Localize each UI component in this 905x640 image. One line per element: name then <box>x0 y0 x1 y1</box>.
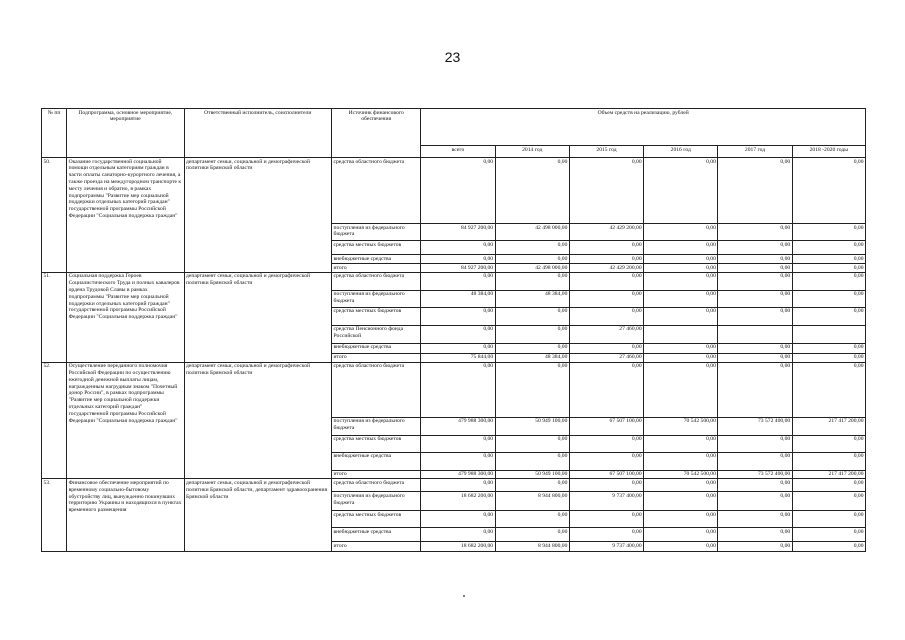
amount-cell: 73 572 400,00 <box>718 470 792 479</box>
amount-cell: 0,00 <box>495 241 569 255</box>
amount-cell: 0,00 <box>644 307 718 325</box>
amount-cell: 48 384,00 <box>495 290 569 307</box>
amount-cell: 0,00 <box>644 264 718 273</box>
financing-table <box>41 108 866 552</box>
amount-cell: 0,00 <box>718 362 792 417</box>
header-year-total: всего <box>421 146 495 158</box>
row-number: 53. <box>42 479 67 552</box>
amount-cell: 27 460,00 <box>569 353 643 362</box>
header-year-2018-2020: 2018 -2020 годы <box>792 146 865 158</box>
funding-source: средства областного бюджета <box>332 479 421 492</box>
amount-cell: 0,00 <box>644 158 718 224</box>
amount-cell <box>644 325 718 343</box>
amount-cell: 0,00 <box>495 272 569 290</box>
amount-cell: 0,00 <box>421 511 495 528</box>
amount-cell: 0,00 <box>718 307 792 325</box>
amount-cell: 479 988 300,00 <box>421 470 495 479</box>
amount-cell: 0,00 <box>792 343 865 353</box>
amount-cell: 0,00 <box>792 542 865 552</box>
funding-source: поступления из федерального бюджета <box>332 417 421 435</box>
amount-cell: 0,00 <box>792 272 865 290</box>
amount-cell: 0,00 <box>718 343 792 353</box>
measure-description: Финансовое обеспечение мероприятий по временному социально-бытовому обустройству лиц, вынужденно покинувших территорию Украины и находящихся в пунктах временного размещения <box>67 479 184 552</box>
responsible-executor: департамент семьи, социальной и демографической политики Брянской области <box>184 158 332 273</box>
funding-source: поступления из федерального бюджета <box>332 224 421 241</box>
amount-cell: 0,00 <box>644 511 718 528</box>
amount-cell: 42 498 000,00 <box>495 224 569 241</box>
amount-cell: 0,00 <box>495 255 569 264</box>
amount-cell: 0,00 <box>792 452 865 470</box>
funding-source: средства местных бюджетов <box>332 241 421 255</box>
amount-cell: 42 429 200,00 <box>569 224 643 241</box>
amount-cell: 18 682 200,00 <box>421 542 495 552</box>
amount-cell: 0,00 <box>421 362 495 417</box>
amount-cell: 0,00 <box>569 452 643 470</box>
amount-cell: 67 507 100,00 <box>569 470 643 479</box>
header-year-2014: 2014 год <box>495 146 569 158</box>
amount-cell: 0,00 <box>718 255 792 264</box>
amount-cell: 0,00 <box>644 435 718 452</box>
amount-cell: 0,00 <box>569 479 643 492</box>
amount-cell: 0,00 <box>644 452 718 470</box>
amount-cell: 50 949 100,00 <box>495 470 569 479</box>
total-label: итого <box>332 470 421 479</box>
amount-cell: 27 460,00 <box>569 325 643 343</box>
amount-cell: 0,00 <box>495 362 569 417</box>
amount-cell: 0,00 <box>569 362 643 417</box>
header-no: № пп <box>42 109 67 158</box>
header-year-2016: 2016 год <box>644 146 718 158</box>
amount-cell: 0,00 <box>421 435 495 452</box>
amount-cell: 0,00 <box>792 528 865 542</box>
table-body <box>42 158 866 552</box>
amount-cell: 0,00 <box>718 528 792 542</box>
amount-cell: 0,00 <box>495 307 569 325</box>
amount-cell: 0,00 <box>644 255 718 264</box>
measure-description: Социальная поддержка Героев Социалистического Труда и полных кавалеров ордена Трудовой Славы в рамках подпрограммы "Развитие мер социальной поддержки отдельных категорий граждан" государственной программы Российской Федерации "Социальная поддержка граждан" <box>67 272 184 362</box>
amount-cell: 0,00 <box>792 158 865 224</box>
table-row <box>42 272 866 290</box>
amount-cell: 217 417 200,00 <box>792 470 865 479</box>
amount-cell: 0,00 <box>569 435 643 452</box>
funding-source: поступления из федерального бюджета <box>332 290 421 307</box>
amount-cell: 0,00 <box>792 290 865 307</box>
amount-cell: 73 572 400,00 <box>718 417 792 435</box>
funding-source: внебюджетные средства <box>332 528 421 542</box>
amount-cell: 0,00 <box>569 255 643 264</box>
funding-source: внебюджетные средства <box>332 452 421 470</box>
amount-cell: 0,00 <box>718 435 792 452</box>
amount-cell: 0,00 <box>792 255 865 264</box>
funding-source: средства областного бюджета <box>332 272 421 290</box>
amount-cell: 0,00 <box>421 255 495 264</box>
amount-cell: 0,00 <box>718 353 792 362</box>
amount-cell: 50 949 100,00 <box>495 417 569 435</box>
row-number: 50. <box>42 158 67 273</box>
amount-cell: 0,00 <box>495 343 569 353</box>
amount-cell: 0,00 <box>644 343 718 353</box>
amount-cell: 84 927 200,00 <box>421 224 495 241</box>
amount-cell: 0,00 <box>569 307 643 325</box>
funding-source: средства областного бюджета <box>332 362 421 417</box>
amount-cell: 0,00 <box>569 511 643 528</box>
amount-cell: 84 927 200,00 <box>421 264 495 273</box>
amount-cell: 0,00 <box>421 241 495 255</box>
funding-source: средства местных бюджетов <box>332 307 421 325</box>
header-year-2017: 2017 год <box>718 146 792 158</box>
amount-cell: 8 944 800,00 <box>495 492 569 511</box>
amount-cell: 0,00 <box>569 272 643 290</box>
funding-source: средства Пенсионного фонда Российской <box>332 325 421 343</box>
amount-cell: 0,00 <box>644 542 718 552</box>
amount-cell: 0,00 <box>792 264 865 273</box>
amount-cell: 0,00 <box>718 479 792 492</box>
amount-cell: 0,00 <box>421 307 495 325</box>
amount-cell: 0,00 <box>718 542 792 552</box>
amount-cell: 0,00 <box>718 511 792 528</box>
amount-cell: 0,00 <box>421 325 495 343</box>
amount-cell: 0,00 <box>718 158 792 224</box>
amount-cell: 0,00 <box>718 224 792 241</box>
amount-cell: 0,00 <box>495 452 569 470</box>
amount-cell: 0,00 <box>718 492 792 511</box>
responsible-executor: департамент семьи, социальной и демографической политики Брянской области, департамент здравоохранения Брянской области <box>184 479 332 552</box>
amount-cell: 0,00 <box>569 290 643 307</box>
row-number: 51. <box>42 272 67 362</box>
amount-cell: 48 384,00 <box>495 353 569 362</box>
amount-cell: 0,00 <box>495 158 569 224</box>
amount-cell: 0,00 <box>644 290 718 307</box>
total-label: итого <box>332 542 421 552</box>
amount-cell: 0,00 <box>569 158 643 224</box>
amount-cell: 70 542 500,00 <box>644 417 718 435</box>
amount-cell: 0,00 <box>495 325 569 343</box>
table-row <box>42 479 866 492</box>
total-label: итого <box>332 353 421 362</box>
amount-cell: 0,00 <box>792 353 865 362</box>
table-row <box>42 158 866 224</box>
amount-cell: 0,00 <box>792 479 865 492</box>
amount-cell: 48 384,00 <box>421 290 495 307</box>
page-number: 23 <box>444 49 461 65</box>
amount-cell <box>792 325 865 343</box>
amount-cell: 0,00 <box>644 528 718 542</box>
amount-cell: 0,00 <box>421 452 495 470</box>
amount-cell <box>718 325 792 343</box>
amount-cell: 0,00 <box>495 511 569 528</box>
amount-cell: 0,00 <box>644 224 718 241</box>
amount-cell: 217 417 200,00 <box>792 417 865 435</box>
amount-cell: 0,00 <box>421 479 495 492</box>
amount-cell: 0,00 <box>792 307 865 325</box>
amount-cell: 0,00 <box>569 528 643 542</box>
funding-source: поступления из федерального бюджета <box>332 492 421 511</box>
scan-speck <box>463 595 465 597</box>
amount-cell: 0,00 <box>644 241 718 255</box>
amount-cell: 0,00 <box>718 241 792 255</box>
amount-cell: 0,00 <box>718 452 792 470</box>
header-executor: Ответственный исполнитель, соисполнители <box>184 109 332 158</box>
measure-description: Оказание государственной социальной помощи отдельным категориям граждан в части оплаты санаторно-курортного лечения, а также проезда на междугородном транспорте к месту лечения и обратно, в рамках подпрограммы "Развитие мер социальной поддержки отдельных категорий граждан" государственной программы Российской Федерации "Социальная поддержка граждан" <box>67 158 184 273</box>
amount-cell: 0,00 <box>569 241 643 255</box>
funding-source: средства местных бюджетов <box>332 511 421 528</box>
header-subprogram: Подпрограмма, основное мероприятие, мероприятие <box>67 109 184 158</box>
amount-cell: 0,00 <box>792 224 865 241</box>
amount-cell: 0,00 <box>792 435 865 452</box>
amount-cell: 0,00 <box>792 362 865 417</box>
amount-cell: 0,00 <box>718 290 792 307</box>
table-row <box>42 362 866 417</box>
funding-source: средства местных бюджетов <box>332 435 421 452</box>
amount-cell: 70 542 500,00 <box>644 470 718 479</box>
amount-cell: 0,00 <box>644 492 718 511</box>
amount-cell: 0,00 <box>495 435 569 452</box>
amount-cell: 0,00 <box>644 353 718 362</box>
amount-cell: 0,00 <box>718 264 792 273</box>
responsible-executor: департамент семьи, социальной и демографической политики Брянской области <box>184 272 332 362</box>
amount-cell: 0,00 <box>421 343 495 353</box>
funding-source: внебюджетные средства <box>332 343 421 353</box>
row-number: 52. <box>42 362 67 479</box>
amount-cell: 8 944 800,00 <box>495 542 569 552</box>
amount-cell: 18 682 200,00 <box>421 492 495 511</box>
amount-cell: 0,00 <box>495 479 569 492</box>
measure-description: Осуществление переданного полномочия Российской Федерации по осуществлению ежегодной денежной выплаты лицам, награжденным нагрудным знаком "Почетный донор России", в рамках подпрограммы "Развитие мер социальной поддержки отдельных категорий граждан" государственной программы Российской Федерации "Социальная поддержка граждан" <box>67 362 184 479</box>
amount-cell: 0,00 <box>644 479 718 492</box>
amount-cell: 0,00 <box>718 272 792 290</box>
amount-cell: 479 988 300,00 <box>421 417 495 435</box>
header-year-2015: 2015 год <box>569 146 643 158</box>
amount-cell: 0,00 <box>495 528 569 542</box>
header-source: Источник финансового обеспечения <box>332 109 421 158</box>
amount-cell: 42 429 200,00 <box>569 264 643 273</box>
amount-cell: 9 737 400,00 <box>569 542 643 552</box>
amount-cell: 0,00 <box>569 343 643 353</box>
amount-cell: 0,00 <box>421 158 495 224</box>
funding-source: средства областного бюджета <box>332 158 421 224</box>
amount-cell: 0,00 <box>644 272 718 290</box>
amount-cell: 42 498 000,00 <box>495 264 569 273</box>
amount-cell: 0,00 <box>792 511 865 528</box>
amount-cell: 75 844,00 <box>421 353 495 362</box>
amount-cell: 0,00 <box>792 492 865 511</box>
amount-cell: 9 737 400,00 <box>569 492 643 511</box>
total-label: итого <box>332 264 421 273</box>
responsible-executor: департамент семьи, социальной и демографической политики Брянской области <box>184 362 332 479</box>
header-volume: Объем средств на реализацию, рублей <box>421 109 866 146</box>
funding-source: внебюджетные средства <box>332 255 421 264</box>
amount-cell: 0,00 <box>421 528 495 542</box>
amount-cell: 67 507 100,00 <box>569 417 643 435</box>
amount-cell: 0,00 <box>644 362 718 417</box>
amount-cell: 0,00 <box>421 272 495 290</box>
amount-cell: 0,00 <box>792 241 865 255</box>
